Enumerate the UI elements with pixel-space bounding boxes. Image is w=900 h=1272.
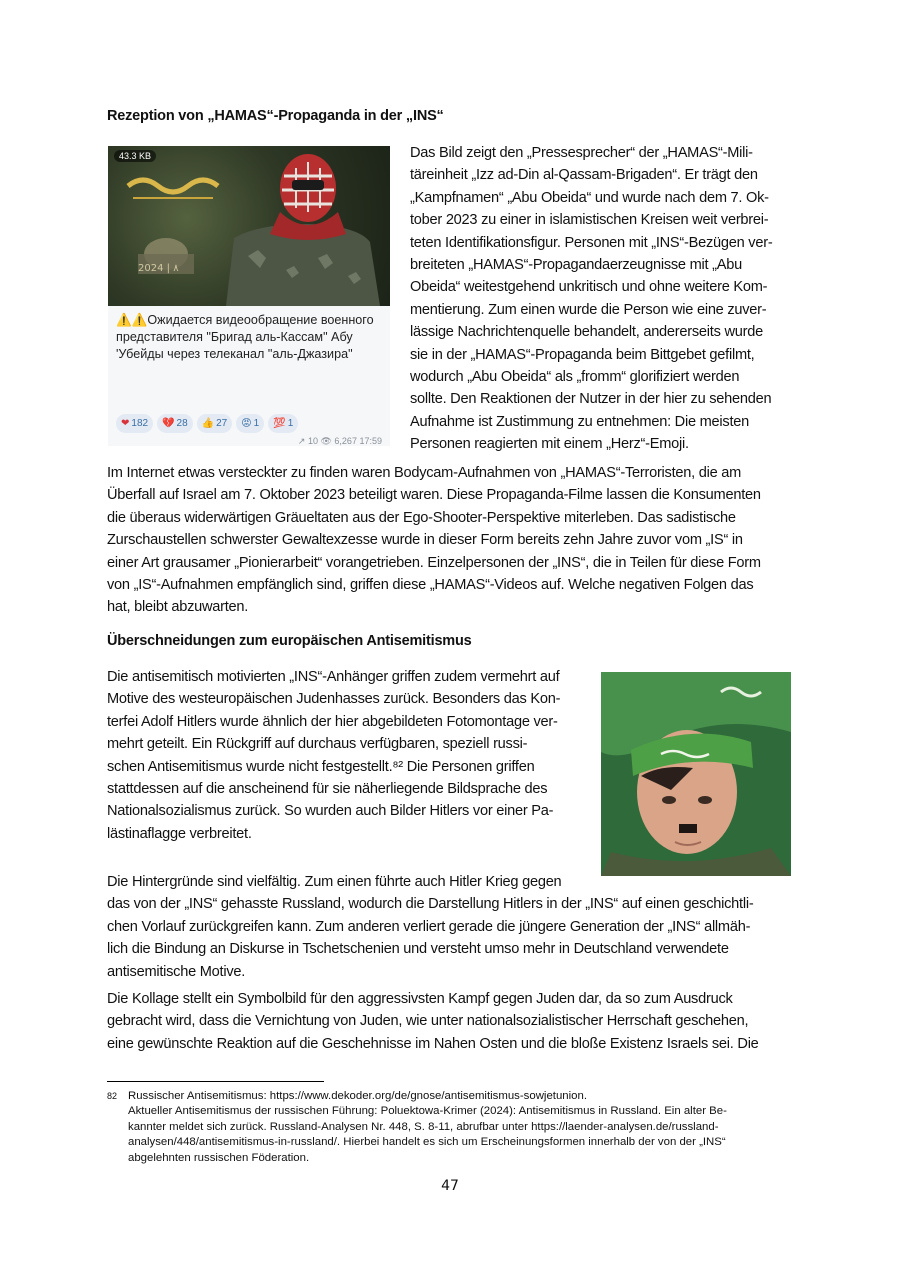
reaction-angry[interactable] <box>236 414 264 433</box>
view-count: 6,267 <box>334 436 357 446</box>
reaction-hundred[interactable] <box>268 414 298 433</box>
text-line: teten Identifikationsfigur. Personen mit „INS“-Bezügen ver- <box>410 234 773 251</box>
reaction-heart[interactable] <box>116 414 153 433</box>
page-number: 47 <box>441 1178 459 1194</box>
paragraph-abu-obeida <box>410 142 791 456</box>
text-line: lich die Bindung an Diskurse in Tschetschenien und versteht umso mehr in Deutschland verwendete <box>107 941 729 958</box>
telegram-post-screenshot <box>108 146 390 446</box>
text-line: sollte. Den Reaktionen der Nutzer in der hier zu sehenden <box>410 391 772 408</box>
footnote-line: analysen/448/antisemitismus-in-russland/. Hierbei handelt es sich um Erscheinungsformen innerhalb der von der „INS“ <box>128 1136 726 1149</box>
footnote-separator <box>107 1081 324 1082</box>
text-line: eine gewünschte Reaktion auf die Geschehnisse im Nahen Osten und die bloße Existenz Israels sei. Die <box>107 1035 759 1052</box>
text-line: terfei Adolf Hitlers wurde ähnlich der hier abgebildeten Fotomontage ver- <box>107 713 558 730</box>
hitler-collage-image <box>601 672 791 876</box>
text-line: sie in der „HAMAS“-Propaganda beim Bittgebet gefilmt, <box>410 346 755 363</box>
broken-heart-icon: 💔 <box>162 418 175 429</box>
text-line: lästinaflagge verbreitet. <box>107 825 252 842</box>
text-line: mehrt geteilt. Ein Rückgriff auf durchaus verfügbaren, speziell russi- <box>107 736 528 753</box>
paragraph-motives <box>107 666 578 845</box>
paragraph-bodycam <box>107 462 791 619</box>
reaction-count: 27 <box>216 418 228 429</box>
reaction-count: 28 <box>176 418 188 429</box>
footnote-body <box>128 1089 797 1166</box>
abu-obeida-image <box>108 146 390 306</box>
post-time: 17:59 <box>359 436 382 446</box>
footnote-line: kannter meldet sich zurück. Russland-Analysen Nr. 448, S. 8-11, abrufbar unter https://laender-analysen.de/russland- <box>128 1120 719 1133</box>
reaction-broken-heart[interactable] <box>157 414 193 433</box>
reactions-bar <box>116 414 298 433</box>
text-line: schen Antisemitismus wurde nicht festgestellt.⁸² Die Personen griffen <box>107 758 535 775</box>
collage-illustration <box>601 672 791 876</box>
text-line: Aufnahme ist Zustimmung zu entnehmen: Die meisten <box>410 413 749 430</box>
hundred-icon: 💯 <box>273 418 286 429</box>
paragraph-backgrounds <box>107 871 791 983</box>
abu-obeida-illustration <box>108 146 390 306</box>
svg-text:2024 | ٨: 2024 | ٨ <box>138 263 179 274</box>
text-line: Zurschaustellen schwerster Gewaltexzesse wurde in dieser Form bereits zehn Jahre zuvor vom „IS“ in <box>107 532 743 549</box>
forward-count: 10 <box>307 436 318 446</box>
text-line: Motive des westeuropäischen Judenhasses zurück. Besonders das Kon- <box>107 691 561 708</box>
reaction-thumbs-up[interactable] <box>197 414 233 433</box>
eye-icon: 👁 <box>320 436 332 446</box>
thumbs-up-icon: 👍 <box>201 418 215 429</box>
section-heading-antisemitism: Überschneidungen zum europäischen Antisemitismus <box>107 633 472 649</box>
forward-icon: ↗ <box>297 436 306 446</box>
text-line: tober 2023 zu einer in islamistischen Kreisen weit verbrei- <box>410 212 769 229</box>
angry-face-icon: 😡 <box>241 418 252 429</box>
post-meta <box>298 436 382 446</box>
text-line: täreinheit „Izz ad-Din al-Qassam-Brigaden“. Er trägt den <box>410 167 758 184</box>
text-line: wodurch „Abu Obeida“ als „fromm“ glorifiziert werden <box>410 369 740 386</box>
text-line: von „IS“-Aufnahmen empfänglich sind, griffen diese „HAMAS“-Videos auf. Welche negativen Folgen das <box>107 577 754 594</box>
text-line: breiteten „HAMAS“-Propagandaerzeugnisse mit „Abu <box>410 257 742 274</box>
text-line: mentierung. Zum einen wurde die Person wie eine zuver- <box>410 301 767 318</box>
text-line: hat, bleibt abzuwarten. <box>107 599 249 616</box>
paragraph-collage <box>107 988 791 1055</box>
text-line: Im Internet etwas versteckter zu finden waren Bodycam-Aufnahmen von „HAMAS“-Terroristen, die am <box>107 465 742 481</box>
text-line: Das Bild zeigt den „Pressesprecher“ der „HAMAS“-Mili- <box>410 145 753 161</box>
text-line: das von der „INS“ gehasste Russland, wodurch die Darstellung Hitlers in der „INS“ auf einen geschichtli- <box>107 896 754 913</box>
text-line: lässige Nachrichtenquelle behandelt, andererseits wurde <box>410 324 763 341</box>
telegram-caption: ⚠️⚠️Ожидается видеообращение военного представителя "Бригад аль-Кассам" Абу 'Убейды через телеканал "аль-Джазира" <box>116 313 374 361</box>
text-line: Die Hintergründe sind vielfältig. Zum einen führte auch Hitler Krieg gegen <box>107 874 562 890</box>
file-size-badge: 43.3 KB <box>114 150 156 162</box>
section-heading-hamas-propaganda: Rezeption von „HAMAS“-Propaganda in der „INS“ <box>107 108 444 124</box>
reaction-count: 1 <box>287 418 294 429</box>
text-line: Überfall auf Israel am 7. Oktober 2023 beteiligt waren. Diese Propaganda-Filme lassen die Konsumenten <box>107 487 761 504</box>
text-line: die überaus widerwärtigen Gräueltaten aus der Ego-Shooter-Perspektive miterleben. Das sadistische <box>107 509 736 526</box>
footnote-line: Aktueller Antisemitismus der russischen Führung: Poluektowa-Krimer (2024): Antisemitismus in Russland. Ein alter Be- <box>128 1105 727 1118</box>
reaction-count: 1 <box>253 418 260 429</box>
text-line: chen Vorlauf zurückgreifen kann. Zum anderen verliert gerade die jüngere Generation der „INS“ allmäh- <box>107 918 751 935</box>
text-line: Die antisemitisch motivierten „INS“-Anhänger griffen zudem vermehrt auf <box>107 669 560 685</box>
text-line: Personen reagierten mit einem „Herz“-Emoji. <box>410 436 689 453</box>
reaction-count: 182 <box>131 418 149 429</box>
text-line: antisemitische Motive. <box>107 963 246 980</box>
footnote-line: Russischer Antisemitismus: https://www.dekoder.org/de/gnose/antisemitismus-sowjetunion. <box>128 1090 587 1102</box>
text-line: stattdessen auf die anscheinend für sie näherliegende Bildsprache des <box>107 781 548 798</box>
text-line: Die Kollage stellt ein Symbolbild für den aggressivsten Kampf gegen Juden dar, da so zum Ausdruck <box>107 991 733 1007</box>
footnote-number: 82 <box>107 1091 118 1101</box>
footnote-line: abgelehnten russischen Föderation. <box>128 1151 310 1164</box>
text-line: Obeida“ weitestgehend unkritisch und ohne weitere Kom- <box>410 279 768 296</box>
heart-icon: ❤ <box>121 418 130 429</box>
text-line: „Kampfnamen“ „Abu Obeida“ und wurde nach dem 7. Ok- <box>410 189 769 206</box>
text-line: Nationalsozialismus zurück. So wurden auch Bilder Hitlers vor einer Pa- <box>107 803 554 820</box>
text-line: gebracht wird, dass die Vernichtung von Juden, wie unter nationalsozialistischer Herrschaft geschehen, <box>107 1013 749 1030</box>
text-line: einer Art grausamer „Pionierarbeit“ vorangetrieben. Einzelpersonen der „INS“, die in Teilen für diese Form <box>107 554 761 571</box>
